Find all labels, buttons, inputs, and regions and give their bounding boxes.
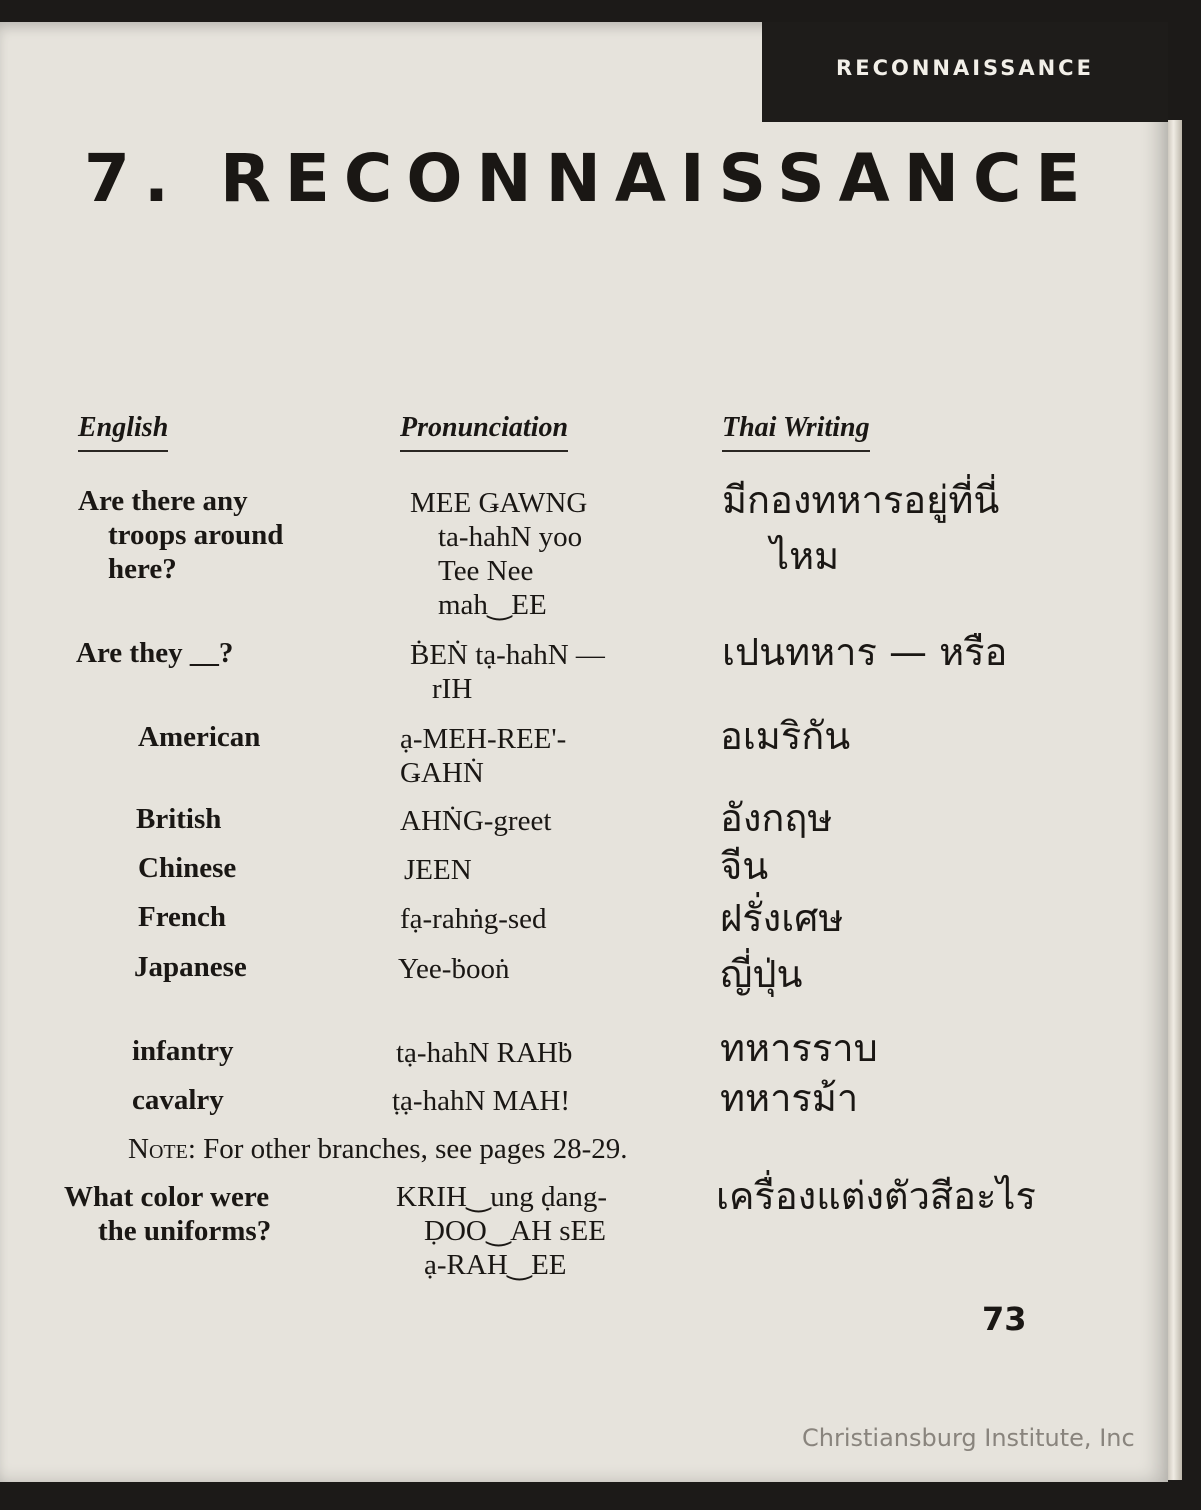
english-text: the uniforms? <box>98 1215 272 1247</box>
pronunciation-text: fạ-rahṅg-sed <box>400 903 547 935</box>
pronunciation-text: ḂEṄ tạ-hahN — <box>410 639 605 671</box>
thai-text: มีกองทหารอยู่ที่นี่ <box>722 478 1000 522</box>
pronunciation-text: ǤAHṄ <box>400 757 484 789</box>
thai-text: อเมริกัน <box>720 714 851 758</box>
pronunciation-text: MEE ǤAWNG <box>410 487 588 519</box>
english-text: American <box>138 721 261 753</box>
english-text: British <box>136 803 222 835</box>
pronunciation-text: JEEN <box>404 854 472 886</box>
column-header-thai: Thai Writing <box>722 412 870 452</box>
pronunciation-text: ḌOO‿AH sEE <box>424 1215 606 1247</box>
thai-text: ไหม <box>770 534 840 578</box>
english-text: troops around <box>108 519 284 551</box>
pronunciation-text: Tee Nee <box>438 555 534 587</box>
section-tab <box>762 22 1168 122</box>
pronunciation-text: AHṄG-greet <box>400 805 552 837</box>
thai-text: ทหารม้า <box>720 1076 859 1120</box>
english-text: French <box>138 901 227 933</box>
english-text: Japanese <box>134 951 247 983</box>
pronunciation-text: ạ-MEH-REE'- <box>400 723 567 755</box>
pronunciation-text: ạ-RAH‿EE <box>424 1249 567 1281</box>
pronunciation-text: tạ-hahN RAHḃ <box>396 1037 573 1069</box>
chapter-title: 7. RECONNAISSANCE <box>84 140 1095 217</box>
thai-text: เครื่องแต่งตัวสีอะไร <box>716 1174 1036 1218</box>
thai-text: จีน <box>720 844 769 888</box>
section-tab-label: RECONNAISSANCE <box>836 56 1094 80</box>
thai-text: ฝรั่งเศษ <box>720 896 844 940</box>
english-text: Are they __? <box>76 637 234 669</box>
column-header-english: English <box>78 412 168 452</box>
watermark: Christiansburg Institute, Inc <box>802 1424 1135 1452</box>
column-header-pronunciation: Pronunciation <box>400 412 568 452</box>
page-edge <box>1168 120 1182 1480</box>
page-number: 73 <box>982 1300 1027 1338</box>
english-text: Are there any <box>78 485 248 517</box>
english-text: here? <box>108 553 177 585</box>
pronunciation-text: rIH <box>432 673 473 705</box>
thai-text: ญี่ปุ่น <box>720 952 803 996</box>
pronunciation-text: mah‿EE <box>438 589 547 621</box>
thai-text: เปนทหาร — หรือ <box>722 630 1008 674</box>
note <box>128 1132 628 1166</box>
note-label: Note <box>128 1133 188 1165</box>
english-text: infantry <box>132 1035 234 1067</box>
pronunciation-text: KRIH‿ung ḍang- <box>396 1181 607 1213</box>
pronunciation-text: ṭạ-hahN MAH! <box>392 1085 570 1117</box>
pronunciation-text: Yee-ḃooṅ <box>398 953 510 985</box>
english-text: What color were <box>64 1181 270 1213</box>
note-text: : For other branches, see pages 28-29. <box>187 1133 628 1165</box>
thai-text: อังกฤษ <box>720 796 833 840</box>
english-text: Chinese <box>138 852 237 884</box>
pronunciation-text: ta-hahN yoo <box>438 521 583 553</box>
english-text: cavalry <box>132 1084 224 1116</box>
thai-text: ทหารราบ <box>720 1026 878 1070</box>
